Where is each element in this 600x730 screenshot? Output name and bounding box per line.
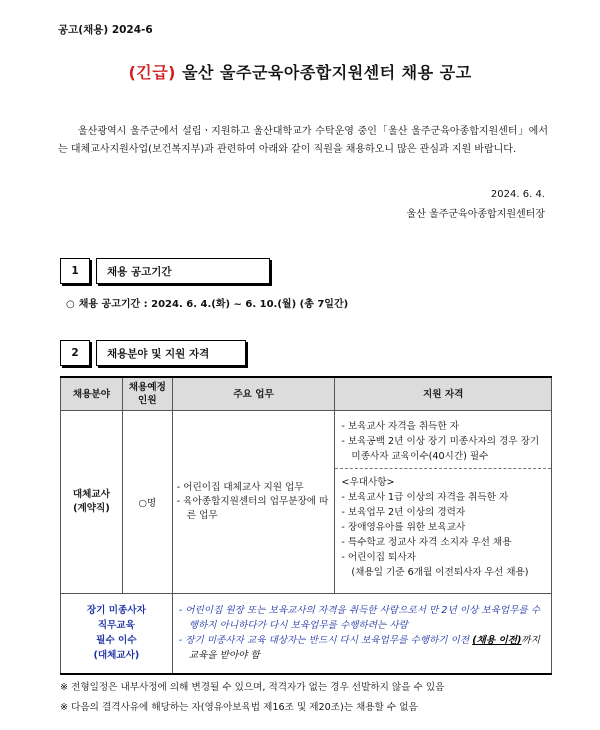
qual-item: - 특수학교 정교사 자격 소지자 우선 채용 [341,537,512,548]
recruit-period-text: 채용 공고기간 : 2024. 6. 4.(화) ~ 6. 10.(월) (총 7일간) [78,299,349,310]
recruit-table [60,376,552,675]
circle-bullet-icon: ○ [66,299,75,310]
training-description [172,594,551,674]
edu-field-line4: (대체교사) [93,650,140,662]
duty-item: - 육아종합지원센터의 업무분장에 따른 업무 [176,496,329,521]
date-block [407,185,545,225]
training-desc-emphasis: (채용 이전) [472,635,522,647]
note-item: ※ 전형일정은 내부사정에 의해 변경될 수 있으며, 적격자가 없는 경우 선발하지 않을 수 있음 [60,682,445,693]
hiring-count: ○명 [122,411,172,594]
field-line2: (계약직) [73,503,110,514]
table-header-row [61,377,552,411]
announcement-date: 2024. 6. 4. [490,189,545,200]
preferred-note: (채용일 기준 6개월 이전퇴사자 우선 채용) [351,567,529,578]
header-count-line2: 인원 [138,395,157,406]
qual-item: - 보육업무 2년 이상의 경력자 [341,507,466,518]
section-2-header [60,340,246,366]
section-1-header [60,258,270,284]
header-duties: 주요 업무 [172,377,335,411]
recruit-period [66,295,348,310]
qual-item: - 장애영유아를 위한 보육교사 [341,522,466,533]
field-line1: 대체교사 [72,489,110,500]
qual-item: - 어린이집 퇴사자 [341,552,416,563]
duties-cell [172,411,335,594]
preferred-qualifications [335,469,551,586]
edu-field-line1: 장기 미종사자 [86,605,146,617]
page-title [0,60,600,83]
training-desc-item: - 어린이집 원장 또는 보육교사의 자격을 취득한 사람으로서 만 2년 이상 보육업무를 수행하지 아니하다가 다시 보육업무를 수행하려는 사람 [178,605,541,632]
signer: 울산 울주군육아종합지원센터장 [406,209,545,220]
field-long-term-training [61,594,173,674]
header-field: 채용분야 [61,377,123,411]
preferred-title: <우대사항> [341,477,395,488]
edu-field-line2: 직무교육 [97,620,135,632]
duty-item: - 어린이집 대체교사 지원 업무 [176,482,304,493]
header-qualifications: 지원 자격 [335,377,552,411]
urgent-tag: (긴급) [128,63,176,82]
edu-field-line3: 필수 이수 [96,635,137,647]
required-qualifications [335,411,551,469]
training-desc-item [179,633,545,663]
section-1-label: 채용 공고기간 [96,258,270,284]
table-row [61,594,552,674]
intro-paragraph: 울산광역시 울주군에서 설립ㆍ지원하고 울산대학교가 수탁운영 중인「울산 울주군육아종합지원센터」에서는 대체교사지원사업(보건복지부)과 관련하여 아래와 같이 직원을 채용하오니 많은 관심과 지원 바랍니다. [58,126,548,155]
qual-item: - 보육교사 자격을 취득한 자 [341,421,460,432]
table-row [61,411,552,594]
section-2-number: 2 [60,340,90,366]
qualifications-cell [335,411,552,594]
header-count [122,377,172,411]
note-item: ※ 다음의 결격사유에 해당하는 자(영유아보육법 제16조 및 제20조)는 채용할 수 없음 [60,702,418,713]
header-count-line1: 채용예정 [128,382,166,393]
qual-item: - 보육공백 2년 이상 장기 미종사자의 경우 장기 미종사자 교육이수(40시간) 필수 [341,436,540,462]
intro-section [58,123,548,159]
section-2-label: 채용분야 및 지원 자격 [96,340,246,366]
section-1-number: 1 [60,258,90,284]
field-substitute-teacher [61,411,123,594]
training-desc-before: - 장기 미종사자 교육 대상자는 반드시 다시 보육업무를 수행하기 이전 [178,635,470,647]
document-number: 공고(채용) 2024-6 [58,24,153,36]
training-desc-after: 까지 교육을 받아야 함 [188,635,540,662]
notes-section [60,678,444,718]
title-main: 울산 울주군육아종합지원센터 채용 공고 [182,63,472,82]
qual-item: - 보육교사 1급 이상의 자격을 취득한 자 [341,492,509,503]
